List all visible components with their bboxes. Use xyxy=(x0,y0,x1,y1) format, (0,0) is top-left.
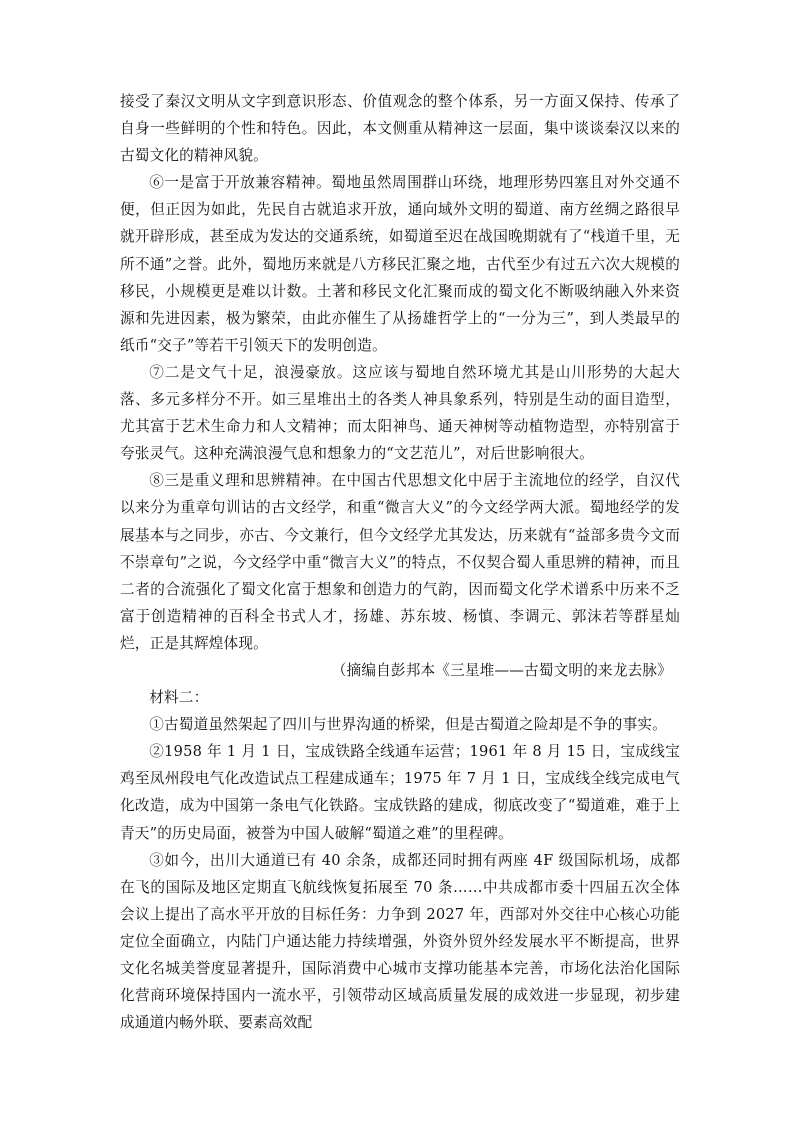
paragraph-7: ⑦二是文气十足，浪漫豪放。这应该与蜀地自然环境尤其是山川形势的大起大落、多元多样分不开。如三星堆出土的各类人神具象系列，特别是生动的面目造型，尤其富于艺术生命力和人文精神；而太阳神鸟、通天神树等动植物造型，亦特别富于夸张灵气。这种充满浪漫气息和想象力的“文艺范儿”，对后世影响很大。 xyxy=(120,363,680,463)
paragraph-6: ⑥一是富于开放兼容精神。蜀地虽然周围群山环绕，地理形势四塞且对外交通不便，但正因为如此，先民自古就追求开放，通向域外文明的蜀道、南方丝绸之路很早就开辟形成，甚至成为发达的交通系统，如蜀道至迟在战国晚期就有了“栈道千里，无所不通”之誉。此外，蜀地历来就是八方移民汇聚之地，古代至少有过五六次大规模的移民，小规模更是难以计数。土著和移民文化汇聚而成的蜀文化不断吸纳融入外来资源和先进因素，极为繁荣，由此亦催生了从扬雄哲学上的“一分为三”，到人类最早的纸币“交子”等若干引领天下的发明创造。 xyxy=(120,174,680,354)
material-2-item-2: ②1958 年 1 月 1 日，宝成铁路全线通车运营；1961 年 8 月 15 日，宝成线宝鸡至凤州段电气化改造试点工程建成通车；1975 年 7 月 1 日，宝成线全线完成电气化改造，成为中国第一条电气化铁路。宝成铁路的建成，彻底改变了“蜀道难，难于上青天”的历史局面，被誉为中国人破解“蜀道之难”的里程碑。 xyxy=(120,743,680,842)
document-page xyxy=(120,88,680,1036)
paragraph-8: ⑧三是重义理和思辨精神。在中国古代思想文化中居于主流地位的经学，自汉代以来分为重章句训诂的古文经学，和重“微言大义”的今文经学两大派。蜀地经学的发展基本与之同步，亦古、今文兼行，但今文经学尤其发达，历来就有“益部多贵今文而不崇章句”之说，今文经学中重“微言大义”的特点，不仅契合蜀人重思辨的精神，而且二者的合流强化了蜀文化富于想象和创造力的气韵，因而蜀文化学术谱系中历来不乏富于创造精神的百科全书式人才，扬雄、苏东坡、杨慎、李调元、郭沫若等群星灿烂，正是其辉煌体现。 xyxy=(120,472,680,652)
material-2-item-1: ①古蜀道虽然架起了四川与世界沟通的桥梁，但是古蜀道之险却是不争的事实。 xyxy=(149,716,667,734)
material-2-heading: 材料二： xyxy=(149,689,209,707)
material-2-item-3: ③如今，出川大通道已有 40 余条，成都还同时拥有两座 4F 级国际机场，成都在飞的国际及地区定期直飞航线恢复拓展至 70 条……中共成都市委十四届五次全体会议上提出了高水平开放的目标任务：力争到 2027 年，西部对外交往中心核心功能定位全面确立，内陆门户通达能力持续增强，外资外贸外经发展水平不断提高，世界文化名城美誉度显著提升，国际消费中心城市支撑功能基本完善，市场化法治化国际化营商环境保持国内一流水平，引领带动区域高质量发展的成效进一步显现，初步建成通道内畅外联、要素高效配 xyxy=(120,851,680,1032)
intro-paragraph: 接受了秦汉文明从文字到意识形态、价值观念的整个体系，另一方面又保持、传承了自身一些鲜明的个性和特色。因此，本文侧重从精神这一层面，集中谈谈秦汉以来的古蜀文化的精神风貌。 xyxy=(120,93,680,165)
source-citation: （摘编自彭邦本《三星堆——古蜀文明的来龙去脉》 xyxy=(331,661,672,679)
